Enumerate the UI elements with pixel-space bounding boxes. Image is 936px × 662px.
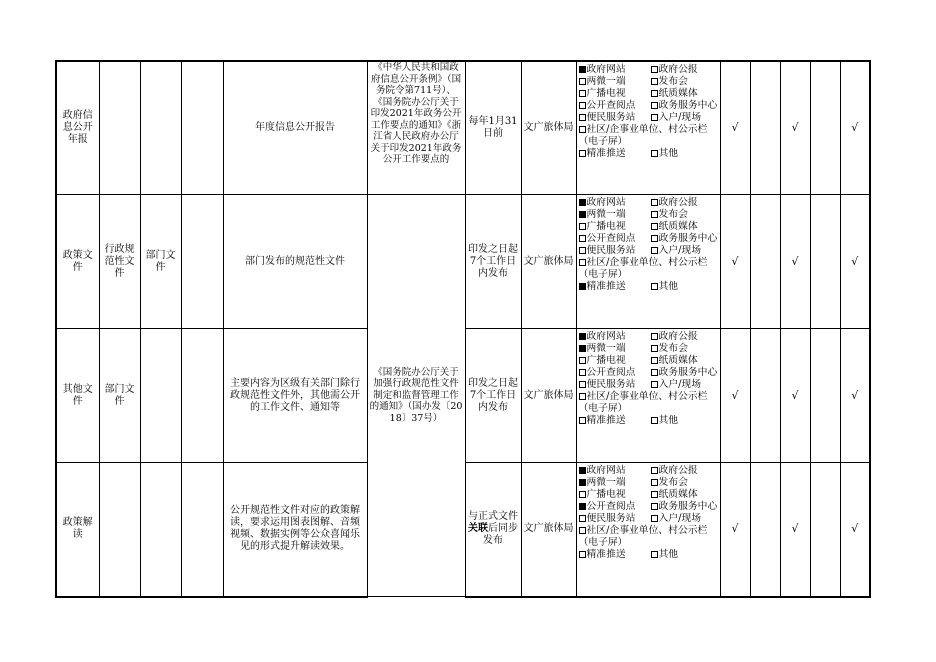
channel-option (651, 355, 698, 367)
channel-label: 入户/现场 (658, 245, 701, 256)
checked-box-icon (579, 467, 586, 474)
channel-label: 社区/企事业单位、村公示栏（电子屏） (578, 124, 708, 147)
sub-category-cell (99, 61, 140, 195)
basis-text: 《中华人民共和国政府信息公开条例》（国务院令第711号）、《国务院办公厅关于印发2021年政务公开工作要点的通知》《浙江省人民政府办公厅关于印发2021年政务公开工作要点的 (370, 62, 462, 165)
unchecked-box-icon (651, 503, 658, 510)
channel-option (651, 148, 679, 160)
channel-option (651, 489, 698, 501)
table-row (56, 61, 870, 195)
checked-box-icon (579, 333, 586, 340)
unchecked-box-icon (579, 126, 586, 133)
channel-label: 精准推送 (586, 148, 626, 159)
unchecked-box-icon (651, 150, 658, 157)
channel-label: 入户/现场 (658, 513, 701, 524)
channel-label: 两微一端 (586, 76, 626, 87)
channel-option (579, 209, 651, 221)
unchecked-box-icon (579, 527, 586, 534)
unchecked-box-icon (651, 345, 658, 352)
channel-label: 政府网站 (586, 465, 626, 476)
channel-label: 政府公报 (658, 64, 698, 75)
channel-option (579, 245, 651, 257)
channel-option (651, 233, 718, 245)
check-mark: √ (720, 329, 750, 463)
category-cell: 政策解读 (56, 463, 99, 597)
unchecked-box-icon (651, 551, 658, 558)
channel-option (579, 415, 651, 427)
table-row (56, 195, 870, 329)
agency-cell: 文广旅体局 (521, 329, 576, 463)
channel-option (651, 331, 698, 343)
channel-option (579, 525, 719, 549)
unchecked-box-icon (579, 247, 586, 254)
check-mark: √ (720, 61, 750, 195)
sub-category-cell (140, 61, 181, 195)
unchecked-box-icon (651, 515, 658, 522)
time-cell: 印发之日起7个工作日内发布 (465, 329, 521, 463)
checked-box-icon (579, 66, 586, 73)
channel-option (651, 64, 698, 76)
check-mark (750, 329, 780, 463)
unchecked-box-icon (579, 491, 586, 498)
channel-option (651, 281, 679, 293)
channel-option (651, 245, 702, 257)
unchecked-box-icon (651, 223, 658, 230)
channel-label: 公开查阅点 (586, 501, 636, 512)
channel-label: 政府公报 (658, 197, 698, 208)
unchecked-box-icon (579, 114, 586, 121)
channel-label: 入户/现场 (658, 379, 701, 390)
check-mark (750, 463, 780, 597)
channel-option (651, 100, 718, 112)
sub-category-cell (181, 195, 223, 329)
unchecked-box-icon (651, 235, 658, 242)
channel-option (579, 379, 651, 391)
channel-option (579, 112, 651, 124)
channel-label: 其他 (658, 549, 679, 560)
channel-label: 发布会 (658, 76, 688, 87)
unchecked-box-icon (651, 247, 658, 254)
channel-option (579, 355, 651, 367)
unchecked-box-icon (651, 90, 658, 97)
channel-option (579, 76, 651, 88)
channel-option (579, 465, 651, 477)
content-cell: 主要内容为区级有关部门除行政规范性文件外，其他需公开的工作文件、通知等 (223, 329, 367, 463)
check-mark: √ (780, 463, 810, 597)
unchecked-box-icon (651, 114, 658, 121)
time-text: 后同步发布 (483, 523, 518, 547)
unchecked-box-icon (651, 333, 658, 340)
agency-cell: 文广旅体局 (521, 195, 576, 329)
channel-option (579, 367, 651, 379)
channel-label: 其他 (658, 415, 679, 426)
channel-option (651, 513, 702, 525)
checked-box-icon (579, 199, 586, 206)
channel-label: 发布会 (658, 343, 688, 354)
unchecked-box-icon (651, 199, 658, 206)
category-cell: 政府信息公开年报 (56, 61, 99, 195)
checked-box-icon (579, 345, 586, 352)
channel-label: 纸质媒体 (658, 221, 698, 232)
check-mark: √ (840, 195, 870, 329)
channels-cell (576, 463, 720, 597)
check-mark: √ (840, 61, 870, 195)
unchecked-box-icon (651, 66, 658, 73)
channel-option (579, 124, 719, 148)
unchecked-box-icon (579, 102, 586, 109)
channel-option (651, 221, 698, 233)
sub-category-cell: 部门文件 (99, 329, 140, 463)
channel-option (651, 112, 702, 124)
channel-option (579, 513, 651, 525)
channel-option (651, 76, 688, 88)
channel-label: 政府网站 (586, 64, 626, 75)
unchecked-box-icon (651, 102, 658, 109)
channel-label: 公开查阅点 (586, 100, 636, 111)
unchecked-box-icon (579, 551, 586, 558)
sub-category-cell (181, 463, 223, 597)
channel-label: 政务服务中心 (658, 100, 718, 111)
channel-option (579, 489, 651, 501)
check-mark: √ (720, 195, 750, 329)
channel-label: 公开查阅点 (586, 367, 636, 378)
check-mark (810, 195, 840, 329)
channel-option (651, 88, 698, 100)
check-mark: √ (840, 329, 870, 463)
content-cell: 年度信息公开报告 (223, 61, 367, 195)
channel-option (651, 501, 718, 513)
unchecked-box-icon (651, 78, 658, 85)
channel-label: 政府公报 (658, 331, 698, 342)
channel-label: 入户/现场 (658, 112, 701, 123)
unchecked-box-icon (651, 467, 658, 474)
channel-option (579, 64, 651, 76)
channel-label: 社区/企事业单位、村公示栏（电子屏） (578, 391, 708, 414)
channel-label: 便民服务站 (586, 245, 636, 256)
category-cell: 其他文件 (56, 329, 99, 463)
channel-option (579, 477, 651, 489)
agency-cell: 文广旅体局 (521, 61, 576, 195)
unchecked-box-icon (651, 357, 658, 364)
unchecked-box-icon (579, 78, 586, 85)
channel-label: 广播电视 (586, 88, 626, 99)
sub-category-cell (181, 61, 223, 195)
unchecked-box-icon (579, 393, 586, 400)
channel-option (579, 100, 651, 112)
checked-box-icon (579, 283, 586, 290)
channels-cell (576, 195, 720, 329)
sub-category-cell (181, 329, 223, 463)
time-text: 与正式文件 (468, 511, 518, 523)
check-mark: √ (780, 195, 810, 329)
time-cell: 每年1月31日前 (465, 61, 521, 195)
content-cell: 部门发布的规范性文件 (223, 195, 367, 329)
channel-label: 纸质媒体 (658, 355, 698, 366)
channel-option (651, 549, 679, 561)
channel-label: 两微一端 (586, 209, 626, 220)
channel-label: 其他 (658, 148, 679, 159)
sub-category-cell: 行政规范性文件 (99, 195, 140, 329)
unchecked-box-icon (651, 369, 658, 376)
unchecked-box-icon (579, 150, 586, 157)
channel-option (579, 148, 651, 160)
unchecked-box-icon (651, 491, 658, 498)
channels-cell (576, 61, 720, 195)
unchecked-box-icon (651, 283, 658, 290)
checked-box-icon (579, 479, 586, 486)
channel-label: 便民服务站 (586, 379, 636, 390)
channel-option (579, 233, 651, 245)
channel-option (651, 379, 702, 391)
channel-option (579, 197, 651, 209)
checked-box-icon (579, 211, 586, 218)
agency-cell: 文广旅体局 (521, 463, 576, 597)
channel-option (651, 343, 688, 355)
channel-label: 政务服务中心 (658, 367, 718, 378)
channel-option (651, 367, 718, 379)
content-cell: 公开规范性文件对应的政策解读，要求运用图表图解、音频视频、数据实例等公众喜闻乐见的形式提升解读效果。 (223, 463, 367, 597)
channel-label: 广播电视 (586, 221, 626, 232)
check-mark: √ (780, 61, 810, 195)
channel-label: 广播电视 (586, 355, 626, 366)
channel-label: 便民服务站 (586, 112, 636, 123)
channel-option (651, 465, 698, 477)
check-mark (750, 61, 780, 195)
channel-label: 精准推送 (586, 281, 626, 292)
check-mark: √ (840, 463, 870, 597)
check-mark (810, 61, 840, 195)
checked-box-icon (579, 503, 586, 510)
channel-option (651, 197, 698, 209)
channel-option (651, 477, 688, 489)
channel-label: 社区/企事业单位、村公示栏（电子屏） (578, 257, 708, 280)
sub-category-cell (140, 463, 181, 597)
channel-option (651, 415, 679, 427)
unchecked-box-icon (579, 515, 586, 522)
channel-label: 精准推送 (586, 549, 626, 560)
channel-label: 纸质媒体 (658, 489, 698, 500)
unchecked-box-icon (579, 357, 586, 364)
channel-label: 发布会 (658, 477, 688, 488)
sub-category-cell (140, 329, 181, 463)
unchecked-box-icon (651, 417, 658, 424)
channel-option (579, 549, 651, 561)
channel-option (651, 209, 688, 221)
time-cell (465, 463, 521, 597)
channel-label: 政务服务中心 (658, 233, 718, 244)
unchecked-box-icon (579, 235, 586, 242)
channel-label: 政府公报 (658, 465, 698, 476)
unchecked-box-icon (651, 211, 658, 218)
sub-category-cell (99, 463, 140, 597)
channel-option (579, 221, 651, 233)
channel-option (579, 501, 651, 513)
channel-label: 精准推送 (586, 415, 626, 426)
channel-label: 便民服务站 (586, 513, 636, 524)
channel-option (579, 281, 651, 293)
channel-label: 两微一端 (586, 477, 626, 488)
channel-label: 政府网站 (586, 197, 626, 208)
unchecked-box-icon (579, 369, 586, 376)
unchecked-box-icon (579, 381, 586, 388)
unchecked-box-icon (579, 259, 586, 266)
unchecked-box-icon (579, 417, 586, 424)
unchecked-box-icon (579, 223, 586, 230)
check-mark (810, 463, 840, 597)
channel-option (579, 391, 719, 415)
time-text-bold: 关联 (468, 523, 488, 535)
channel-label: 两微一端 (586, 343, 626, 354)
channel-label: 政府网站 (586, 331, 626, 342)
channel-label: 政务服务中心 (658, 501, 718, 512)
channel-label: 纸质媒体 (658, 88, 698, 99)
unchecked-box-icon (651, 479, 658, 486)
channel-option (579, 88, 651, 100)
channel-label: 公开查阅点 (586, 233, 636, 244)
category-cell: 政策文件 (56, 195, 99, 329)
check-mark (750, 195, 780, 329)
check-mark: √ (720, 463, 750, 597)
shared-basis-cell: 《国务院办公厅关于加强行政规范性文件制定和监督管理工作的通知》（国办发〔2018〕37号） (367, 195, 465, 597)
channel-label: 广播电视 (586, 489, 626, 500)
channel-option (579, 343, 651, 355)
disclosure-table (55, 60, 871, 598)
channel-label: 其他 (658, 281, 679, 292)
channel-label: 社区/企事业单位、村公示栏（电子屏） (578, 525, 708, 548)
channel-option (579, 331, 651, 343)
unchecked-box-icon (579, 90, 586, 97)
channel-option (579, 257, 719, 281)
check-mark (810, 329, 840, 463)
channels-cell (576, 329, 720, 463)
sub-category-cell: 部门文件 (140, 195, 181, 329)
check-mark: √ (780, 329, 810, 463)
time-cell: 印发之日起7个工作日内发布 (465, 195, 521, 329)
channel-label: 发布会 (658, 209, 688, 220)
unchecked-box-icon (651, 381, 658, 388)
basis-cell (367, 61, 465, 195)
